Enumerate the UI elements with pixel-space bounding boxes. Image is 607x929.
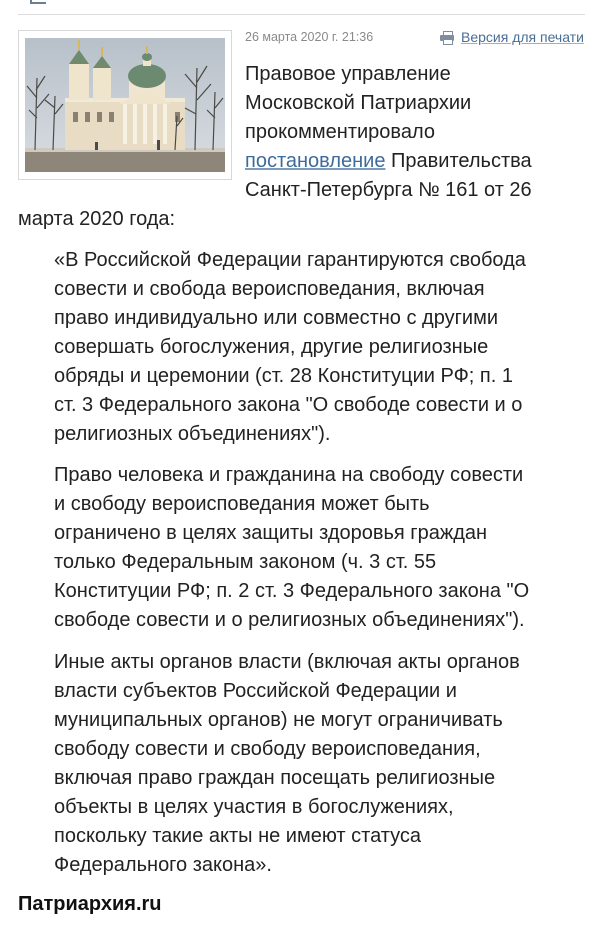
- quote-line: власти субъектов Российской Федерации и: [54, 680, 457, 702]
- quote-paragraph-2: [54, 461, 584, 635]
- publication-date: 26 марта 2020 г. 21:36: [245, 30, 374, 44]
- resolution-link[interactable]: постановление: [245, 150, 386, 172]
- quote-line: религиозных объединениях").: [54, 423, 331, 445]
- lead-line: Правовое управление: [245, 63, 451, 85]
- quote-line: Федерального закона».: [54, 854, 272, 876]
- lead-line: марта 2020 года:: [18, 208, 176, 230]
- lead-line: Санкт-Петербурга № 161 от 26: [245, 179, 532, 201]
- quote-line: объекты в целях участия в богослужениях,: [54, 796, 454, 818]
- lead-line-text: Правительства: [385, 150, 532, 172]
- quote-line: ст. 3 Федерального закона "О свободе совести и о: [54, 394, 523, 416]
- quote-line: только Федеральным законом (ч. 3 ст. 55: [54, 551, 437, 573]
- quote-line: муниципальных органов) не могут ограничивать: [54, 709, 503, 731]
- quote-line: право индивидуально или совместно с другими: [54, 307, 498, 329]
- quote-line: и свободу вероисповедания может быть: [54, 493, 430, 515]
- header-divider: [18, 14, 585, 15]
- quote-line: поскольку такие акты не имеют статуса: [54, 825, 422, 847]
- quote-line: совести и свобода вероисповедания, включая: [54, 278, 485, 300]
- quote-line: обряды и церемонии (ст. 28 Конституции РФ; п. 1: [54, 365, 513, 387]
- source-attribution: Патриархия.ru: [18, 893, 162, 915]
- lead-line: прокомментировало: [245, 121, 435, 143]
- article-photo[interactable]: [18, 30, 232, 180]
- printer-icon: [440, 31, 455, 44]
- print-version-link[interactable]: [440, 29, 584, 45]
- quote-line: свободе совести и о религиозных объединениях").: [54, 609, 525, 631]
- quote-line: ограничено в целях защиты здоровья граждан: [54, 522, 488, 544]
- lead-line: Московской Патриархии: [245, 92, 472, 114]
- quote-line: «В Российской Федерации гарантируются свобода: [54, 249, 526, 271]
- quote-line: свободу совести и свободу вероисповедания,: [54, 738, 481, 760]
- quote-line: совершать богослужения, другие религиозные: [54, 336, 489, 358]
- quote-paragraph-1: [54, 246, 584, 449]
- quote-line: Конституции РФ; п. 2 ст. 3 Федерального закона "О: [54, 580, 530, 602]
- quote-paragraph-3: [54, 648, 584, 880]
- print-version-label[interactable]: Версия для печати: [461, 29, 584, 45]
- cut-off-header-glyph: [30, 0, 46, 4]
- lead-line-with-link: [245, 147, 532, 176]
- quote-line: включая право граждан посещать религиозные: [54, 767, 496, 789]
- quote-line: Право человека и гражданина на свободу совести: [54, 464, 524, 486]
- quote-line: Иные акты органов власти (включая акты органов: [54, 651, 520, 673]
- top-strip: [18, 0, 585, 16]
- cathedral-photo: [25, 38, 225, 172]
